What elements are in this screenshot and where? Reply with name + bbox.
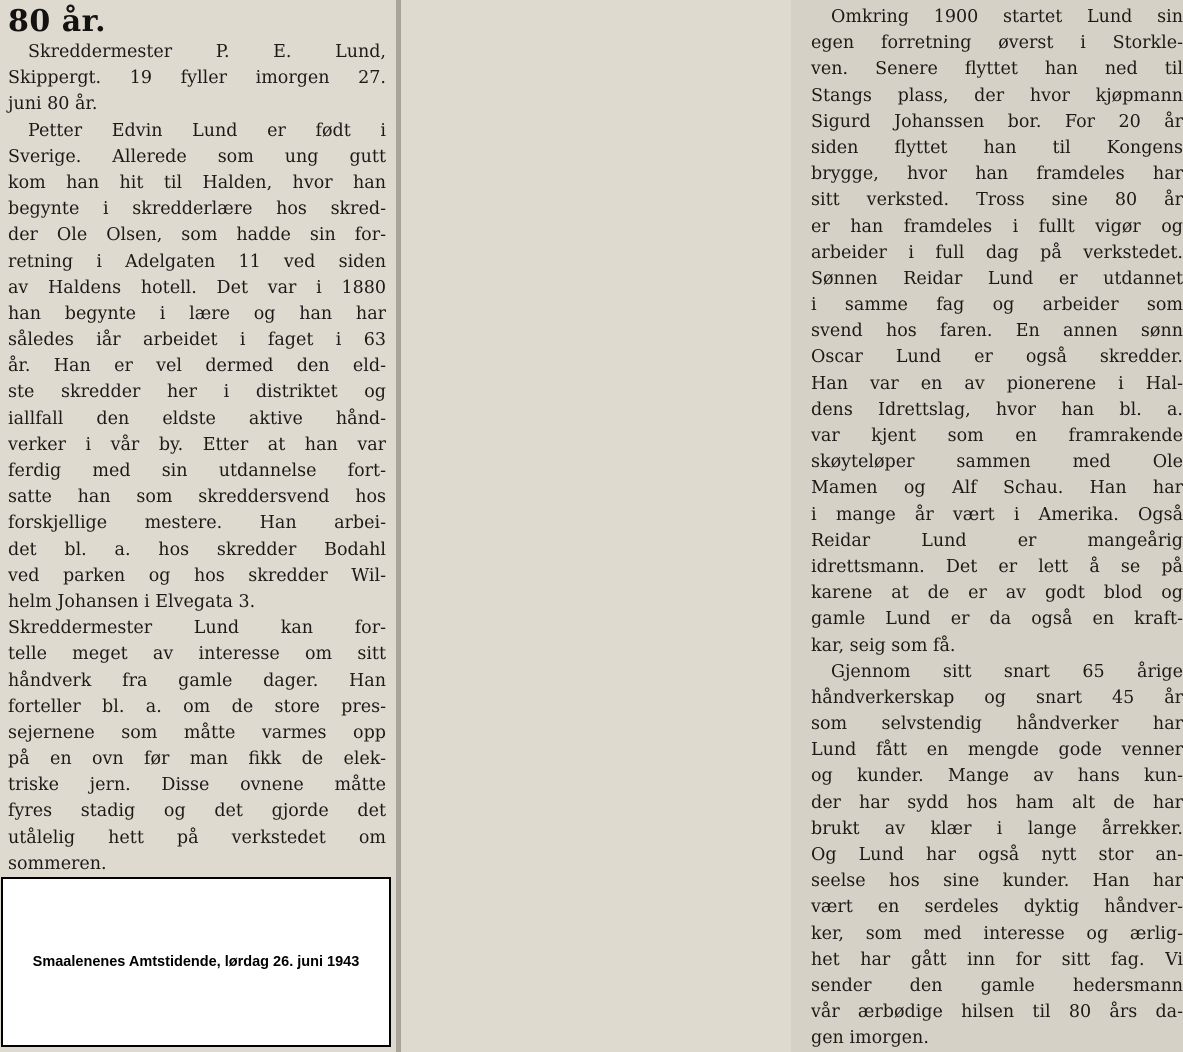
text-line: Sverige. Allerede som ung gutt (8, 146, 386, 167)
text-line: Skreddermester Lund kan for- (8, 618, 386, 639)
text-line: fyres stadig og det gjorde det (8, 801, 386, 822)
text-line: håndverk fra gamle dager. Han (8, 670, 386, 691)
text-line: Petter Edvin Lund er født i (28, 120, 386, 141)
text-line: der har sydd hos ham alt de har (811, 792, 1183, 813)
text-line: karene at de er av godt blod og (811, 583, 1183, 604)
text-line: ker, som med interesse og ærlig- (811, 923, 1183, 944)
text-line: kom han hit til Halden, hvor han (8, 172, 386, 193)
text-line: Sønnen Reidar Lund er utdannet (811, 268, 1183, 289)
text-line: som selvstendig håndverker har (811, 714, 1183, 735)
text-line: av Haldens hotell. Det var i 1880 (8, 277, 386, 298)
text-line: det bl. a. hos skredder Bodahl (8, 539, 386, 560)
text-line: egen forretning øverst i Storkle- (811, 33, 1183, 54)
right-column (401, 0, 1183, 1052)
text-line: sitt verksted. Tross sine 80 år (811, 190, 1183, 211)
text-line: triske jern. Disse ovnene måtte (8, 775, 386, 796)
text-line: begynte i skredderlære hos skred- (8, 199, 386, 220)
text-line: forskjellige mestere. Han arbei- (8, 513, 386, 534)
right-column-text (811, 4, 1183, 1052)
text-line: arbeider i full dag på verkstedet. (811, 242, 1183, 263)
text-line: Lund fått en mengde gode venner (811, 740, 1183, 761)
text-line: Sigurd Johanssen bor. For 20 år (811, 111, 1183, 132)
left-column-text (8, 39, 386, 877)
text-line: forteller bl. a. om de store pres- (8, 696, 386, 717)
text-line: dens Idrettslag, hvor han bl. a. (811, 399, 1183, 420)
text-line: Skippergt. 19 fyller imorgen 27. (8, 68, 386, 89)
text-line: vår ærbødige hilsen til 80 års da- (811, 1002, 1183, 1023)
text-line: var kjent som en framrakende (811, 426, 1183, 446)
text-line: sender den gamle hedersmann (811, 975, 1183, 996)
text-line: satte han som skreddersvend hos (8, 487, 386, 508)
text-line: iallfall den eldste aktive hånd- (8, 408, 386, 429)
text-line: brukt av klær i lange årrekker. (811, 818, 1183, 839)
text-line: het har gått inn for sitt fag. Vi (811, 949, 1183, 970)
text-line: er han framdeles i fullt vigør og (811, 216, 1183, 237)
text-line: og kunder. Mange av hans kun- (811, 766, 1183, 787)
text-line: skøyteløper sammen med Ole (811, 452, 1183, 473)
text-line: siden flyttet han til Kongens (811, 137, 1183, 158)
text-line: telle meget av interesse om sitt (8, 644, 386, 665)
text-line: retning i Adelgaten 11 ved siden (8, 251, 386, 272)
text-line: verker i vår by. Etter at han var (8, 434, 386, 455)
text-line: seelse hos sine kunder. Han har (811, 871, 1183, 892)
text-line: kar, seig som få. (811, 635, 956, 656)
text-line: ferdig med sin utdannelse fort- (8, 461, 386, 481)
article-heading: 80 år. (8, 4, 107, 39)
text-line: vært en serdeles dyktig håndver- (811, 897, 1183, 918)
text-line: Skreddermester P. E. Lund, (28, 42, 386, 62)
text-line: i samme fag og arbeider som (811, 295, 1183, 316)
text-line: gamle Lund er da også en kraft- (811, 609, 1183, 630)
text-line: Oscar Lund er også skredder. (811, 347, 1183, 368)
text-line: utålelig hett på verkstedet om (8, 827, 386, 848)
text-line: svend hos faren. En annen sønn (811, 321, 1183, 342)
text-line: han begynte i lære og han har (8, 303, 386, 324)
text-line: Omkring 1900 startet Lund sin (831, 7, 1183, 27)
text-line: Stangs plass, der hvor kjøpmann (811, 85, 1183, 106)
text-line: Mamen og Alf Schau. Han har (811, 478, 1183, 499)
text-line: der Ole Olsen, som hadde sin for- (8, 225, 386, 246)
caption-box (1, 877, 391, 1047)
text-line: Og Lund har også nytt stor an- (811, 845, 1183, 865)
text-line: idrettsmann. Det er lett å se på (811, 556, 1183, 577)
text-line: således iår arbeidet i faget i 63 (8, 330, 386, 351)
text-line: sejernene som måtte varmes opp (8, 722, 386, 743)
text-line: Reidar Lund er mangeårig (811, 530, 1183, 551)
text-line: år. Han er vel dermed den eld- (8, 356, 386, 377)
text-line: Han var en av pionerene i Hal- (811, 373, 1183, 394)
text-line: brygge, hvor han framdeles har (811, 164, 1183, 185)
text-line: gen imorgen. (811, 1028, 929, 1049)
text-line: juni 80 år. (8, 94, 98, 115)
source-caption: Smaalenenes Amtstidende, lørdag 26. juni 1943 (32, 954, 360, 970)
text-line: på en ovn før man fikk de elek- (8, 749, 386, 770)
text-line: ste skredder her i distriktet og (8, 382, 386, 403)
text-line: helm Johansen i Elvegata 3. (8, 591, 256, 612)
text-line: ved parken og hos skredder Wil- (8, 565, 386, 586)
text-line: Gjennom sitt snart 65 årige (831, 661, 1183, 682)
text-line: ven. Senere flyttet han ned til (811, 59, 1183, 80)
text-line: håndverkerskap og snart 45 år (811, 687, 1183, 708)
text-line: sommeren. (8, 853, 107, 874)
text-line: i mange år vært i Amerika. Også (811, 504, 1183, 525)
